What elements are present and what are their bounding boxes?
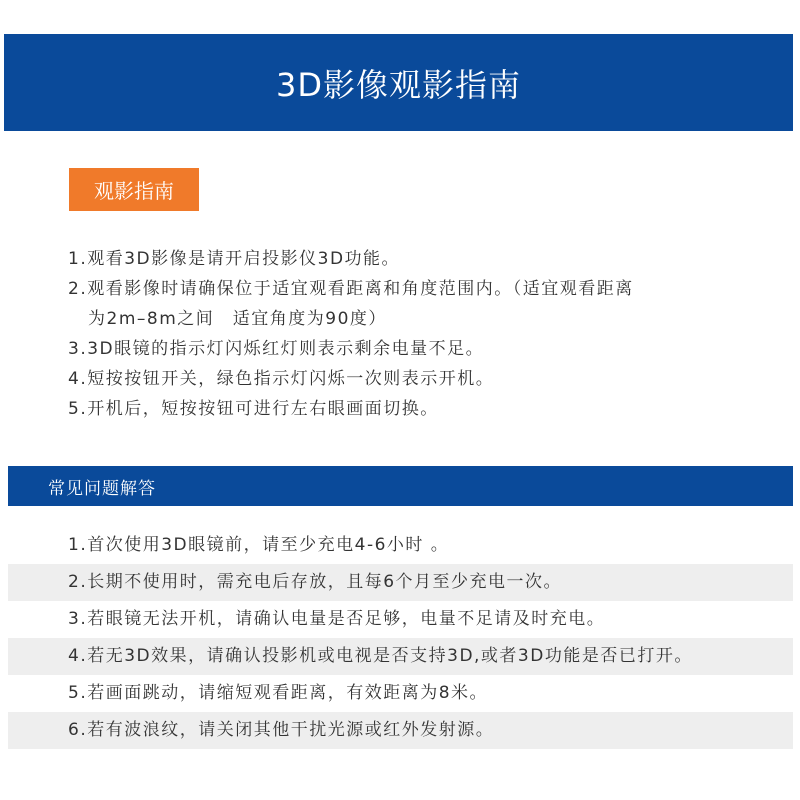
faq-item-2: 2.长期不使用时，需充电后存放，且每6个月至少充电一次。	[8, 564, 793, 601]
faq-item-1: 1.首次使用3D眼镜前，请至少充电4-6小时 。	[68, 535, 450, 555]
faq-list	[8, 527, 793, 749]
guide-section-badge: 观影指南	[69, 168, 199, 211]
header-banner	[4, 34, 793, 131]
faq-item-4: 4.若无3D效果，请确认投影机或电视是否支持3D,或者3D功能是否已打开。	[8, 638, 793, 675]
faq-section-header	[8, 466, 793, 506]
faq-item-3: 3.若眼镜无法开机，请确认电量是否足够，电量不足请及时充电。	[68, 609, 606, 629]
guide-item-3: 3.3D眼镜的指示灯闪烁红灯则表示剩余电量不足。	[68, 339, 485, 359]
faq-section-title: 常见问题解答	[48, 478, 156, 499]
guide-item-1: 1.观看3D影像是请开启投影仪3D功能。	[68, 249, 401, 269]
guide-list	[68, 244, 768, 424]
faq-item-6: 6.若有波浪纹，请关闭其他干扰光源或红外发射源。	[8, 712, 793, 749]
faq-item-5: 5.若画面跳动，请缩短观看距离，有效距离为8米。	[68, 683, 489, 703]
guide-item-2-line-2: 为2m–8m之间 适宜角度为90度）	[88, 309, 387, 329]
guide-item-4: 4.短按按钮开关，绿色指示灯闪烁一次则表示开机。	[68, 369, 495, 389]
page-title: 3D影像观影指南	[275, 65, 521, 104]
guide-item-2	[68, 274, 768, 334]
guide-item-2-line-1: 2.观看影像时请确保位于适宜观看距离和角度范围内。（适宜观看距离	[68, 279, 634, 299]
guide-item-5: 5.开机后，短按按钮可进行左右眼画面切换。	[68, 399, 439, 419]
